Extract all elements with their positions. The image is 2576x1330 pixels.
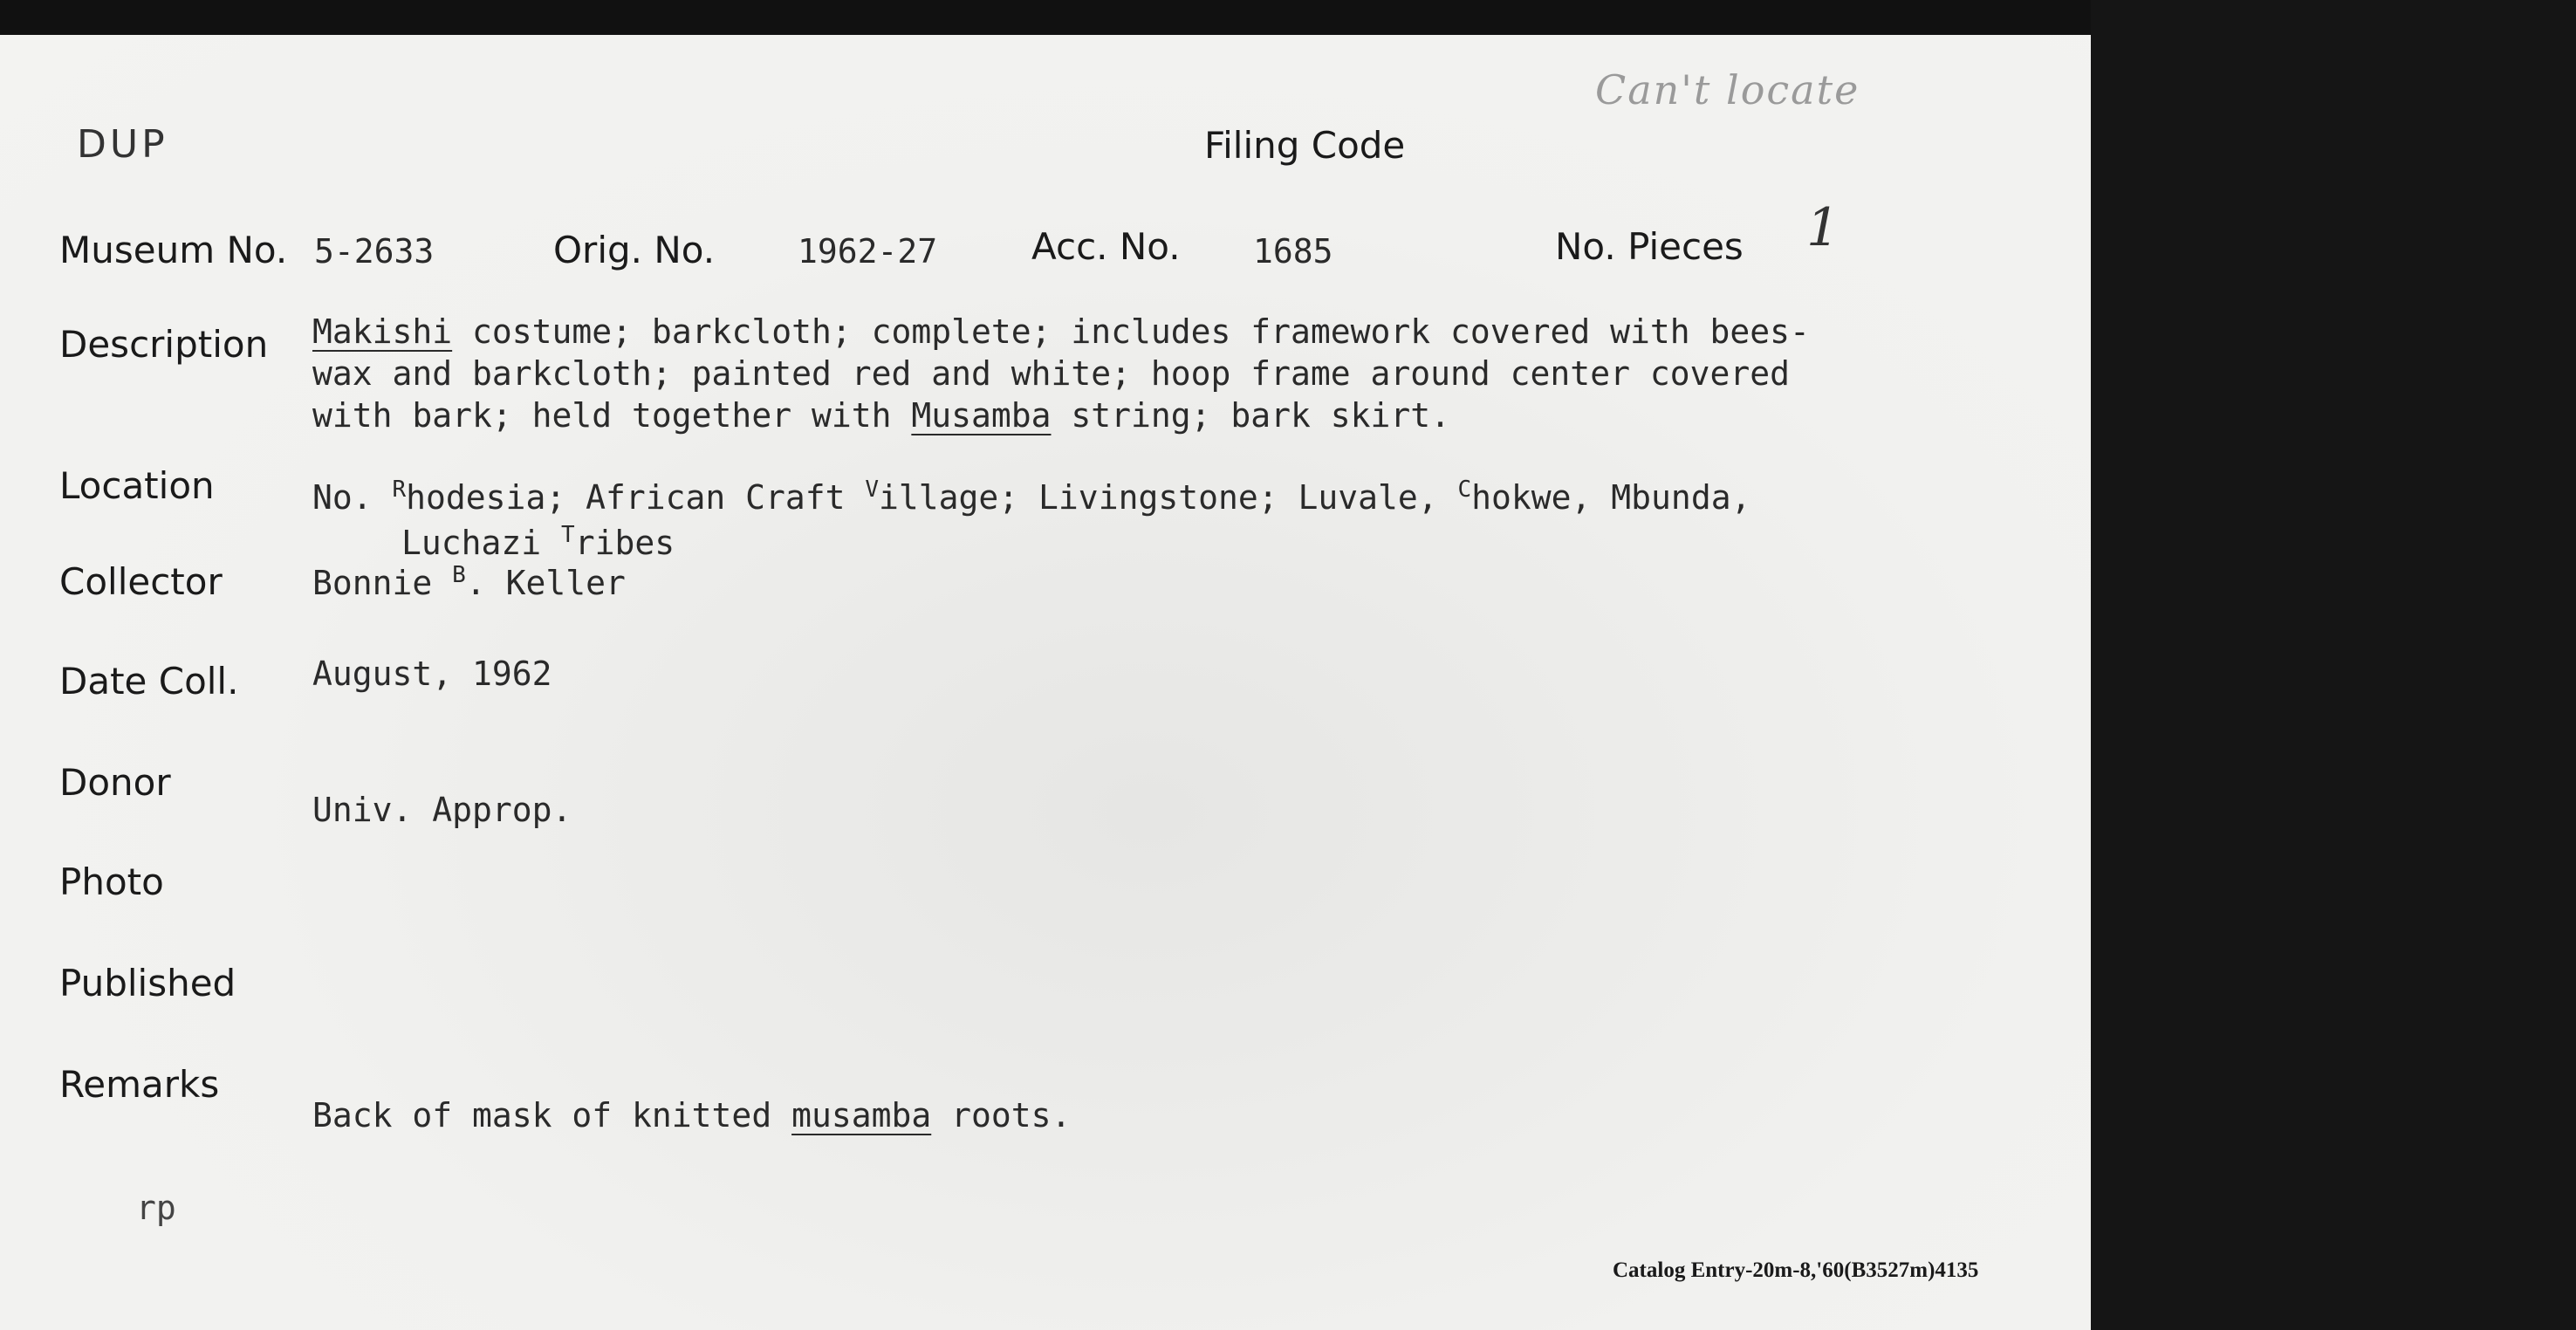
photo-label: Photo — [59, 860, 164, 903]
filing-code-label: Filing Code — [1204, 124, 1406, 167]
description-term-makishi: Makishi — [312, 312, 453, 351]
description-label: Description — [59, 323, 269, 366]
collector-value: Bonnie $^B$. Keller — [312, 562, 626, 602]
pieces-label: No. Pieces — [1555, 225, 1744, 268]
acc-no-value: 1685 — [1253, 232, 1333, 271]
corner-code: DUP — [77, 122, 168, 167]
remarks-term-musamba: musamba — [791, 1096, 932, 1135]
remarks-label: Remarks — [59, 1063, 220, 1106]
collector-label: Collector — [59, 560, 223, 603]
description-line-3: with bark; held together with Musamba string; bark skirt. — [312, 396, 1451, 435]
description-line-1: Makishi costume; barkcloth; complete; includes framework covered with bees- — [312, 312, 1810, 351]
acc-no-label: Acc. No. — [1031, 225, 1181, 268]
orig-no-value: 1962-27 — [798, 232, 938, 271]
orig-no-label: Orig. No. — [553, 229, 716, 271]
museum-no-value: 5-2633 — [314, 232, 435, 271]
location-line-1: No. $^R$hodesia; African Craft $^V$illage; Livingstone; Luvale, $^C$hokwe, Mbunda, — [312, 476, 1751, 517]
donor-value: Univ. Approp. — [312, 791, 572, 829]
initials: rp — [136, 1189, 176, 1227]
catalog-card — [0, 35, 2091, 1330]
date-coll-label: Date Coll. — [59, 660, 239, 703]
card-footer-print-code: Catalog Entry-20m-8,'60(B3527m)4135 — [1613, 1258, 1979, 1282]
date-coll-value: August, 1962 — [312, 655, 552, 693]
description-line-2: wax and barkcloth; painted red and white; hoop frame around center covered — [312, 354, 1790, 393]
location-label: Location — [59, 464, 215, 507]
remarks-value: Back of mask of knitted musamba roots. — [312, 1096, 1072, 1135]
donor-label: Donor — [59, 761, 171, 804]
museum-no-label: Museum No. — [59, 229, 288, 271]
published-label: Published — [59, 962, 236, 1004]
location-line-2: Luchazi $^T$ribes — [401, 522, 675, 562]
pieces-value: 1 — [1806, 197, 1842, 258]
scan-background — [2091, 0, 2576, 1330]
description-term-musamba: Musamba — [911, 396, 1052, 435]
handwritten-note: Can't locate — [1595, 66, 1860, 113]
